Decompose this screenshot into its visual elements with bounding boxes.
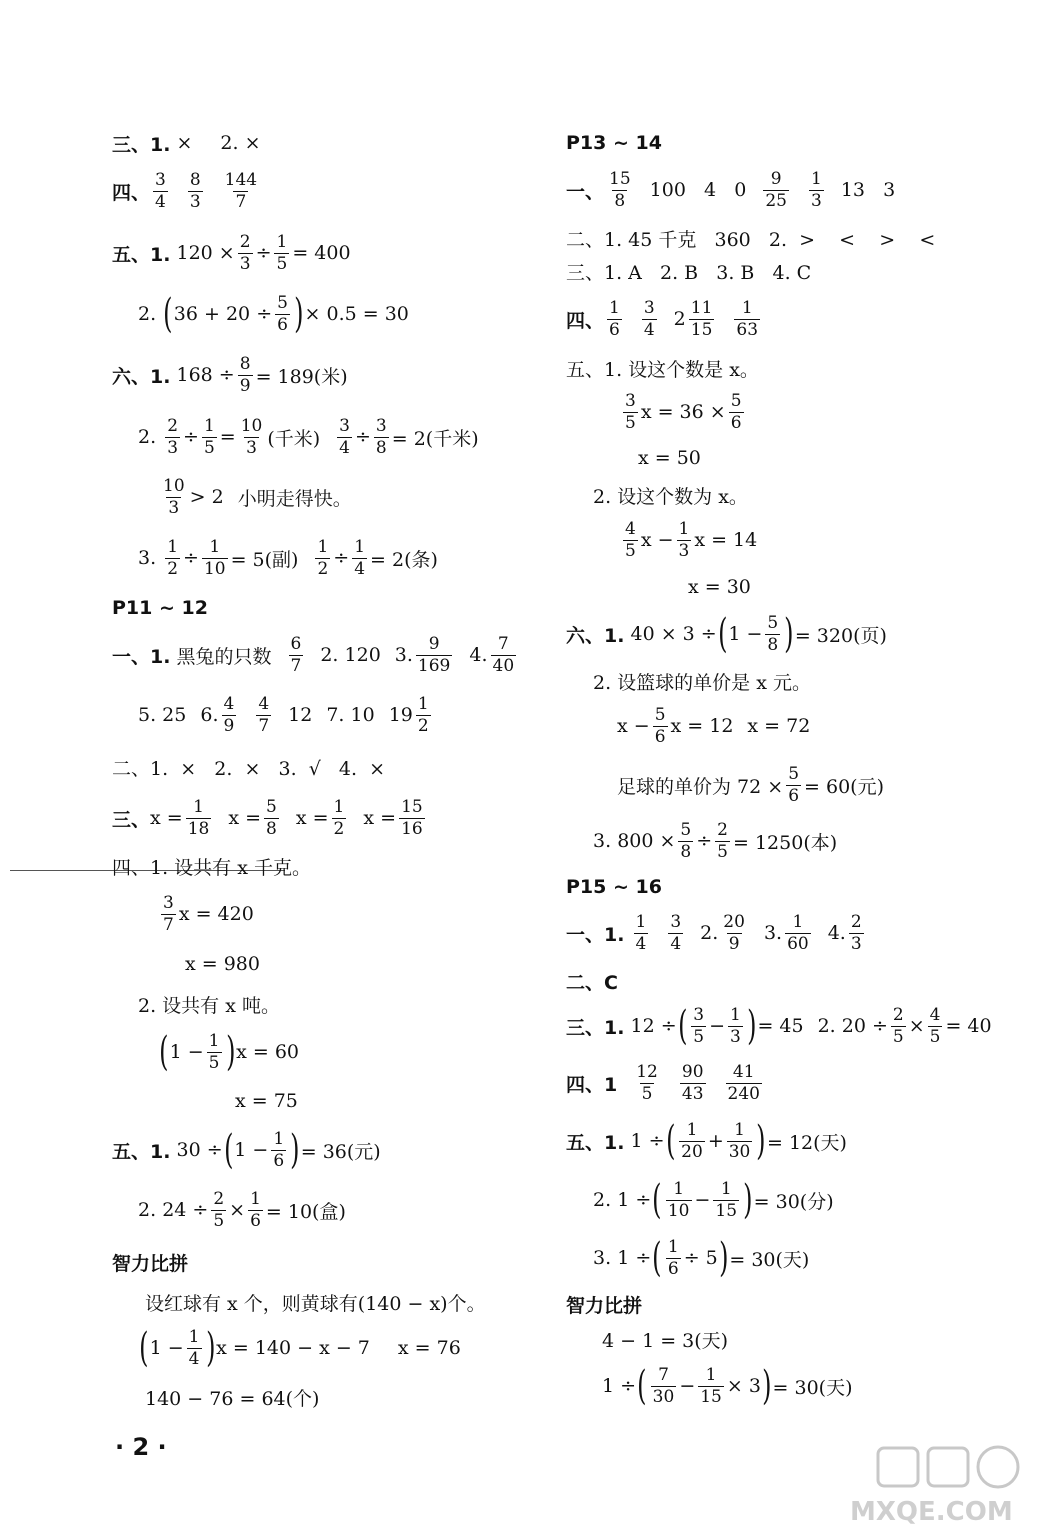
var: x = (363, 807, 397, 829)
fraction: $\frac{10}{3}$ (240, 415, 263, 458)
r-wu5-label: 五、1. (566, 1131, 625, 1154)
r-wu53-a: 1 ÷ (617, 1247, 652, 1269)
fraction: 10 3 (163, 475, 185, 518)
fraction: $\frac{1}{5}$ (276, 231, 288, 274)
op: + (707, 1130, 724, 1152)
op: ÷ (696, 830, 713, 852)
r-san: 三、1. A 2. B 3. B 4. C (566, 261, 812, 284)
l-yi5-a: 5. 25 (138, 704, 187, 726)
fraction: $\frac{3}{4}$ (339, 415, 350, 458)
fraction: 11 15 (690, 297, 713, 340)
fraction: 9 169 (417, 633, 451, 676)
fraction: $\frac{15}{16}$ (401, 796, 423, 839)
fraction: 6 7 (290, 633, 302, 676)
l-p1112: P11 ~ 12 (112, 597, 208, 619)
paren-close: ) (762, 1363, 772, 1409)
fraction: 3 5 (625, 390, 636, 433)
r-si-label: 四、 (566, 309, 605, 332)
r-san2-b: 2. 20 ÷ (817, 1015, 888, 1037)
l-san-a: × (176, 132, 193, 154)
r-san2-label: 三、1. (566, 1016, 625, 1039)
fraction: $\frac{1}{6}$ (667, 1236, 679, 1279)
l-liu2b-b: 小明走得快。 (237, 487, 352, 510)
fraction: 3 5 (693, 1004, 705, 1047)
r-zl: 智力比拼 (566, 1294, 643, 1317)
r-liu2a (617, 696, 810, 756)
fraction: 12 5 (636, 1061, 658, 1104)
r-san2-a: 12 ÷ (630, 1015, 677, 1037)
l-liu2b (158, 467, 352, 527)
l-san2-label: 三、 (112, 808, 151, 831)
l-zl1: 设红球有 x 个，则黄球有(140 − x)个。 (145, 1292, 486, 1315)
l-zl2-b: x = 140 − x − 7 (216, 1337, 370, 1359)
fraction: $\frac{1}{5}$ (208, 1030, 220, 1073)
l-zl3: 140 − 76 = 64(个) (145, 1387, 320, 1410)
l-zl2-a: 1 − (149, 1337, 184, 1359)
paren-open: ( (159, 1029, 169, 1075)
r-liu2b-a: 足球的单价为 72 × (617, 775, 784, 798)
r-er: 二、1. 45 千克 360 2. > < > < (566, 228, 936, 251)
r-yi2-label: 一、1. (566, 923, 625, 946)
fraction: 4 9 (223, 693, 235, 736)
r-wu2b: x = 30 (688, 576, 751, 598)
paren-open: ( (637, 1363, 647, 1409)
r-liu1-res: = 320(页) (794, 624, 887, 647)
fraction: 9 25 (765, 168, 787, 211)
r-liu3-a: 800 × (617, 830, 676, 852)
op: ÷ (333, 547, 350, 569)
r-wu52-label: 2. (593, 1189, 612, 1211)
fraction: $\frac{2}{3}$ (239, 231, 251, 274)
fraction: $\frac{2}{3}$ (167, 415, 179, 458)
l-si1a-a: x = 420 (178, 903, 254, 925)
l-wu5-label: 五、1. (112, 1140, 171, 1163)
r-wu52-res: = 30(分) (753, 1190, 834, 1213)
fraction: $\frac{2}{5}$ (213, 1188, 225, 1231)
l-liu3-label: 3. (138, 547, 157, 569)
l-wu1-label: 五、1. (112, 243, 171, 266)
fraction: 3 7 (163, 892, 174, 935)
r-yi-a: 100 4 0 (649, 179, 747, 201)
paren-open: ( (163, 291, 173, 337)
r-wu53-res: = 30(天) (729, 1248, 810, 1271)
r-liu1-label: 六、1. (566, 624, 625, 647)
fraction: $\frac{5}{6}$ (788, 763, 800, 806)
r-wu5-res: = 12(天) (766, 1131, 847, 1154)
fraction: $\frac{5}{6}$ (277, 292, 288, 335)
var: x = (228, 807, 262, 829)
l-wu1-res: = 400 (292, 242, 351, 264)
l-si2a-b: x = 60 (236, 1041, 300, 1063)
r-yi2-a: 2. (700, 922, 719, 944)
fraction: 1 63 (736, 297, 759, 340)
op: − (679, 1375, 696, 1397)
r-zl2-res: = 30(天) (772, 1376, 853, 1399)
fraction: $\frac{8}{9}$ (239, 353, 251, 396)
l-liu1-label: 六、1. (112, 365, 171, 388)
l-wu2-label: 2. (138, 303, 157, 325)
l-si-label: 四、 (112, 181, 151, 204)
paren-close: ) (205, 1325, 215, 1371)
var: x = (295, 807, 329, 829)
fraction: 20 9 (723, 911, 745, 954)
op: ÷ (183, 426, 199, 448)
var: x = (150, 807, 183, 829)
r-p1516: P15 ~ 16 (566, 876, 662, 898)
fraction: $\frac{1}{3}$ (678, 518, 690, 561)
fraction: 90 43 (681, 1061, 704, 1104)
l-si2: 2. 设共有 x 吨。 (138, 994, 280, 1017)
op: × (908, 1015, 925, 1037)
l-wu52-label: 2. (138, 1199, 157, 1221)
r-si-w: 2 (673, 308, 686, 330)
op: × (229, 1199, 246, 1221)
watermark-mark (878, 1447, 1018, 1487)
fraction: 1 6 (609, 297, 620, 340)
paren-open: ( (139, 1325, 149, 1371)
l-liu2b-a: > 2 (189, 486, 224, 508)
r-p1314: P13 ~ 14 (566, 132, 662, 154)
r-liu2a-b: x = 12 (670, 715, 734, 737)
r-wu5 (566, 1111, 847, 1171)
fraction: 7 30 (652, 1364, 675, 1407)
l-si (112, 161, 262, 221)
fraction: $\frac{1}{15}$ (700, 1364, 722, 1407)
paren-open: ( (223, 1127, 234, 1173)
r-san2 (566, 996, 992, 1056)
op: − (694, 1189, 711, 1211)
r-liu1-b: 1 − (728, 623, 763, 645)
r-wu1b: x = 50 (638, 447, 701, 469)
r-liu3-label: 3. (593, 830, 612, 852)
l-wu1 (112, 223, 351, 283)
l-liu2-res2: = 2(千米) (391, 427, 479, 450)
r-er2: 二、C (566, 971, 618, 994)
l-yi1-a: 黑兔的只数 (176, 645, 272, 668)
fraction: 8 3 (189, 169, 201, 212)
fraction: $\frac{4}{5}$ (929, 1004, 941, 1047)
r-liu2a-c: x = 72 (747, 715, 811, 737)
paren-open: ( (665, 1118, 676, 1164)
r-liu2a-a: x − (617, 715, 650, 737)
paren-close: ) (290, 1127, 300, 1173)
l-wu5-b: 1 − (234, 1139, 269, 1161)
fraction: $\frac{2}{5}$ (717, 819, 728, 862)
r-wu1: 五、1. 设这个数是 x。 (566, 358, 759, 381)
l-yi1-b: 2. 120 (320, 644, 381, 666)
r-liu1-a: 40 × 3 ÷ (630, 623, 717, 645)
fraction: 1 3 (810, 168, 822, 211)
r-liu2b-res: = 60(元) (804, 775, 884, 798)
fraction: 7 40 (492, 633, 515, 676)
r-liu2: 2. 设篮球的单价是 x 元。 (593, 671, 811, 694)
fraction: $\frac{1}{2}$ (167, 536, 179, 579)
l-yi5-c: 12 (288, 704, 313, 726)
fraction: $\frac{1}{18}$ (187, 796, 210, 839)
paren-close: ) (294, 291, 304, 337)
l-yi1-label: 一、1. (112, 645, 171, 668)
r-wu2a-a: x − (640, 529, 674, 551)
paren-close: ) (756, 1118, 766, 1164)
l-wu52 (138, 1180, 346, 1240)
r-liu2b (617, 755, 884, 815)
l-wu1-op: ÷ (255, 242, 272, 264)
fraction: $\frac{1}{4}$ (188, 1326, 200, 1369)
l-wu2 (138, 284, 409, 344)
fraction: $\frac{5}{6}$ (730, 390, 742, 433)
r-wu52 (593, 1170, 834, 1230)
l-zl2-c: x = 76 (397, 1337, 461, 1359)
op: ÷ (354, 426, 371, 448)
fraction: $\frac{2}{5}$ (892, 1004, 904, 1047)
r-yi2-b: 3. (763, 922, 783, 944)
paren-open: ( (652, 1177, 662, 1223)
watermark-logo (830, 1440, 1045, 1530)
fraction: $\frac{1}{3}$ (730, 1004, 741, 1047)
fraction: 3 4 (155, 169, 166, 212)
l-liu1-res: = 189(米) (255, 365, 348, 388)
l-san-c: × (244, 132, 261, 154)
paren-close: ) (225, 1029, 235, 1075)
fraction: $\frac{1}{15}$ (715, 1178, 738, 1221)
fraction: $\frac{1}{30}$ (728, 1119, 751, 1162)
l-liu3-res1: = 5(副) (230, 548, 299, 571)
l-wu52-a: 24 ÷ (162, 1199, 209, 1221)
fraction: $\frac{1}{4}$ (354, 536, 366, 579)
r-zl1: 4 − 1 = 3(天) (602, 1329, 729, 1352)
r-wu5-a: 1 ÷ (630, 1130, 665, 1152)
fraction: 144 7 (224, 169, 258, 212)
l-liu2-label: 2. (138, 426, 157, 448)
paren-close: ) (784, 611, 794, 657)
r-zl2 (602, 1356, 853, 1416)
l-zl: 智力比拼 (112, 1252, 189, 1275)
fraction: $\frac{1}{6}$ (273, 1128, 285, 1171)
r-zl2-b: × 3 (726, 1375, 761, 1397)
fraction: 4 7 (258, 693, 270, 736)
l-san-label: 三、1. (112, 133, 171, 156)
paren-open: ( (652, 1235, 662, 1281)
r-wu53-label: 3. (593, 1247, 612, 1269)
fraction: 4 5 (625, 518, 636, 561)
l-wu5-a: 30 ÷ (176, 1139, 223, 1161)
op: = (219, 426, 236, 448)
fraction: 41 240 (727, 1061, 760, 1104)
op: ÷ (183, 547, 199, 569)
fraction: $\frac{5}{8}$ (680, 819, 692, 862)
fraction: $\frac{1}{2}$ (333, 796, 345, 839)
r-si2 (566, 1053, 765, 1113)
l-wu52-res: = 10(盒) (265, 1200, 346, 1223)
r-san2-r2: = 40 (945, 1015, 992, 1037)
paren-close: ) (718, 1235, 729, 1281)
l-yi5-e: 7. 10 (326, 704, 375, 726)
l-wu2-a: 36 + 20 ÷ (173, 303, 273, 325)
fraction: 2 3 (850, 911, 862, 954)
fraction: 1 20 (681, 1119, 703, 1162)
fraction: 15 8 (609, 168, 631, 211)
l-si2b: x = 75 (235, 1090, 298, 1112)
l-yi5-g: 19 (388, 704, 413, 726)
r-zl2-a: 1 ÷ (602, 1375, 637, 1397)
fraction: $\frac{5}{8}$ (767, 612, 779, 655)
l-san-b: 2. (220, 132, 239, 154)
fraction: 1 10 (667, 1178, 690, 1221)
r-liu3-res: = 1250(本) (733, 831, 838, 854)
r-yi2-c: 4. (827, 922, 846, 944)
watermark-text: MXQE.COM (850, 1497, 1013, 1527)
fraction: 1 2 (417, 693, 429, 736)
fraction: $\frac{5}{6}$ (654, 704, 666, 747)
l-yi5 (138, 685, 434, 745)
paren-open: ( (717, 611, 728, 657)
fraction: $\frac{1}{5}$ (203, 415, 215, 458)
l-yi1-e: 4. (469, 644, 488, 666)
l-si2a-a: 1 − (169, 1041, 204, 1063)
l-liu1-a: 168 ÷ (176, 364, 235, 386)
l-liu3-res2: = 2(条) (370, 548, 438, 571)
unit: (千米) (267, 427, 321, 450)
l-yi1-c: 3. (394, 644, 413, 666)
l-yi5-b: 6. (200, 704, 219, 726)
l-wu2-res: × 0.5 = 30 (304, 303, 409, 325)
l-yi1 (112, 625, 519, 685)
l-wu1-a: 120 × (176, 242, 235, 264)
l-liu1 (112, 345, 348, 405)
page-number: · 2 · (115, 1433, 167, 1461)
paren-close: ) (746, 1003, 757, 1049)
r-wu2: 2. 设这个数为 x。 (593, 485, 748, 508)
fraction: $\frac{3}{8}$ (375, 415, 387, 458)
r-wu1a-a: x = 36 × (640, 401, 726, 423)
l-wu5 (112, 1120, 381, 1180)
fraction: 1 4 (635, 911, 647, 954)
op: − (709, 1015, 725, 1037)
l-er: 二、1. × 2. × 3. √ 4. × (112, 757, 386, 780)
fraction: $\frac{1}{2}$ (317, 536, 329, 579)
fraction: 3 4 (670, 911, 682, 954)
paren-open: ( (677, 1003, 688, 1049)
op: ÷ 5 (683, 1247, 718, 1269)
fraction: 3 4 (643, 297, 655, 340)
fraction: $\frac{1}{10}$ (203, 536, 226, 579)
fraction: 1 60 (787, 911, 809, 954)
fraction: $\frac{1}{6}$ (250, 1188, 261, 1231)
r-wu52-a: 1 ÷ (617, 1189, 652, 1211)
l-wu5-res: = 36(元) (300, 1140, 381, 1163)
l-si1b: x = 980 (185, 953, 260, 975)
l-liu2 (138, 407, 479, 467)
r-yi-b: 13 3 (840, 179, 896, 201)
paren-close: ) (743, 1177, 753, 1223)
fraction: $\frac{5}{8}$ (266, 796, 277, 839)
r-san2-r1: = 45 (757, 1015, 804, 1037)
l-si1: 四、1. 设共有 x 千克。 (112, 856, 311, 879)
r-si2-label: 四、1 (566, 1073, 618, 1096)
r-wu2a-b: x = 14 (694, 529, 758, 551)
r-yi-label: 一、 (566, 180, 605, 203)
